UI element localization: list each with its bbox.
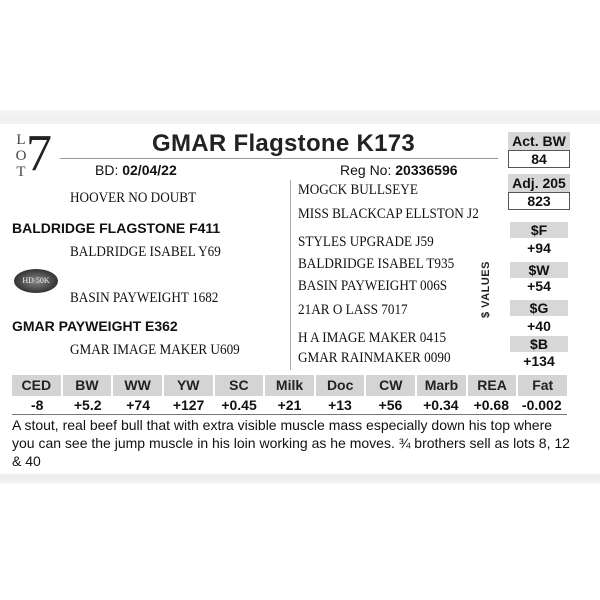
epd-value-milk: +21 — [277, 397, 302, 413]
dollar-value-b-label: $B — [510, 336, 568, 352]
registration-number — [340, 162, 458, 178]
lot-letter: O — [15, 148, 27, 164]
epd-value-rea: +0.68 — [473, 397, 510, 413]
title-divider — [60, 158, 498, 159]
epd-header-cw: CW — [366, 375, 417, 396]
epd-value-ww: +74 — [126, 397, 150, 413]
bd-value: 02/04/22 — [122, 162, 177, 178]
epd-header-bw: BW — [63, 375, 114, 396]
hd50k-badge-icon: HD 50K — [14, 269, 58, 293]
dollar-values-label: $ VALUES — [480, 261, 492, 318]
pedigree-dam-dam: GMAR IMAGE MAKER U609 — [70, 342, 240, 358]
pedigree-great-6: 21AR O LASS 7017 — [298, 302, 408, 318]
dollar-value-f-label: $F — [510, 222, 568, 238]
lot-number: 7 — [26, 125, 52, 182]
pedigree-great-5: BASIN PAYWEIGHT 006S — [298, 278, 448, 294]
dollar-value-g-label: $G — [510, 300, 568, 316]
epd-value-row — [12, 396, 567, 415]
epd-header-rea: REA — [468, 375, 519, 396]
dollar-value-w: +54 — [527, 278, 551, 294]
pedigree-great-8: GMAR RAINMAKER 0090 — [298, 350, 451, 366]
act-bw-value: 84 — [508, 150, 570, 168]
epd-value-marb: +0.34 — [423, 397, 459, 413]
pedigree-sire-dam: BALDRIDGE ISABEL Y69 — [70, 244, 221, 260]
pedigree-sire: BALDRIDGE FLAGSTONE F411 — [12, 220, 221, 236]
adj-205-value: 823 — [508, 192, 570, 210]
reg-label: Reg No: — [340, 162, 392, 178]
pedigree-dam: GMAR PAYWEIGHT E362 — [12, 318, 178, 334]
epd-header-marb: Marb — [417, 375, 468, 396]
dollar-value-g: +40 — [527, 318, 551, 334]
epd-header-sc: SC — [215, 375, 266, 396]
epd-value-fat: -0.002 — [521, 397, 562, 413]
pedigree-great-1: MOGCK BULLSEYE — [298, 182, 418, 198]
lot-card — [0, 124, 600, 474]
pedigree-great-3: STYLES UPGRADE J59 — [298, 234, 434, 250]
epd-value-bw: +5.2 — [73, 397, 102, 413]
lot-description: A stout, real beef bull that with extra visible muscle mass especially down his top where you can see the jump muscle in his loin working as he moves. ¾ brothers sell as lots 8, 12 & 40 — [12, 417, 570, 469]
epd-value-yw: +127 — [172, 397, 205, 413]
epd-header-ww: WW — [113, 375, 164, 396]
pedigree-great-4: BALDRIDGE ISABEL T935 — [298, 256, 455, 272]
epd-value-sc: +0.45 — [221, 397, 257, 413]
lot-letter: T — [16, 164, 26, 180]
epd-value-doc: +13 — [328, 397, 352, 413]
lot-letter: L — [16, 132, 26, 148]
reg-value: 20336596 — [395, 162, 458, 178]
epd-header-ced: CED — [12, 375, 63, 396]
epd-header-milk: Milk — [265, 375, 316, 396]
dollar-value-w-label: $W — [510, 262, 568, 278]
epd-header-doc: Doc — [316, 375, 367, 396]
pedigree-great-7: H A IMAGE MAKER 0415 — [298, 330, 447, 346]
bd-label: BD: — [95, 162, 119, 178]
pedigree-dam-sire: BASIN PAYWEIGHT 1682 — [70, 290, 219, 306]
act-bw-label: Act. BW — [508, 132, 570, 150]
epd-header-fat: Fat — [532, 377, 554, 393]
dollar-value-f: +94 — [527, 240, 551, 256]
epd-value-cw: +56 — [378, 397, 403, 413]
birth-date — [95, 162, 177, 178]
epd-header-yw: YW — [164, 375, 215, 396]
pedigree-divider — [290, 180, 291, 370]
epd-value-ced: -8 — [31, 397, 44, 413]
dollar-value-b: +134 — [523, 353, 555, 369]
adj-205-label: Adj. 205 — [508, 174, 570, 192]
animal-name: GMAR Flagstone K173 — [152, 130, 416, 157]
pedigree-great-2: MISS BLACKCAP ELLSTON J2 — [298, 206, 479, 222]
epd-header-row — [12, 375, 567, 396]
pedigree-sire-sire: HOOVER NO DOUBT — [70, 190, 197, 206]
